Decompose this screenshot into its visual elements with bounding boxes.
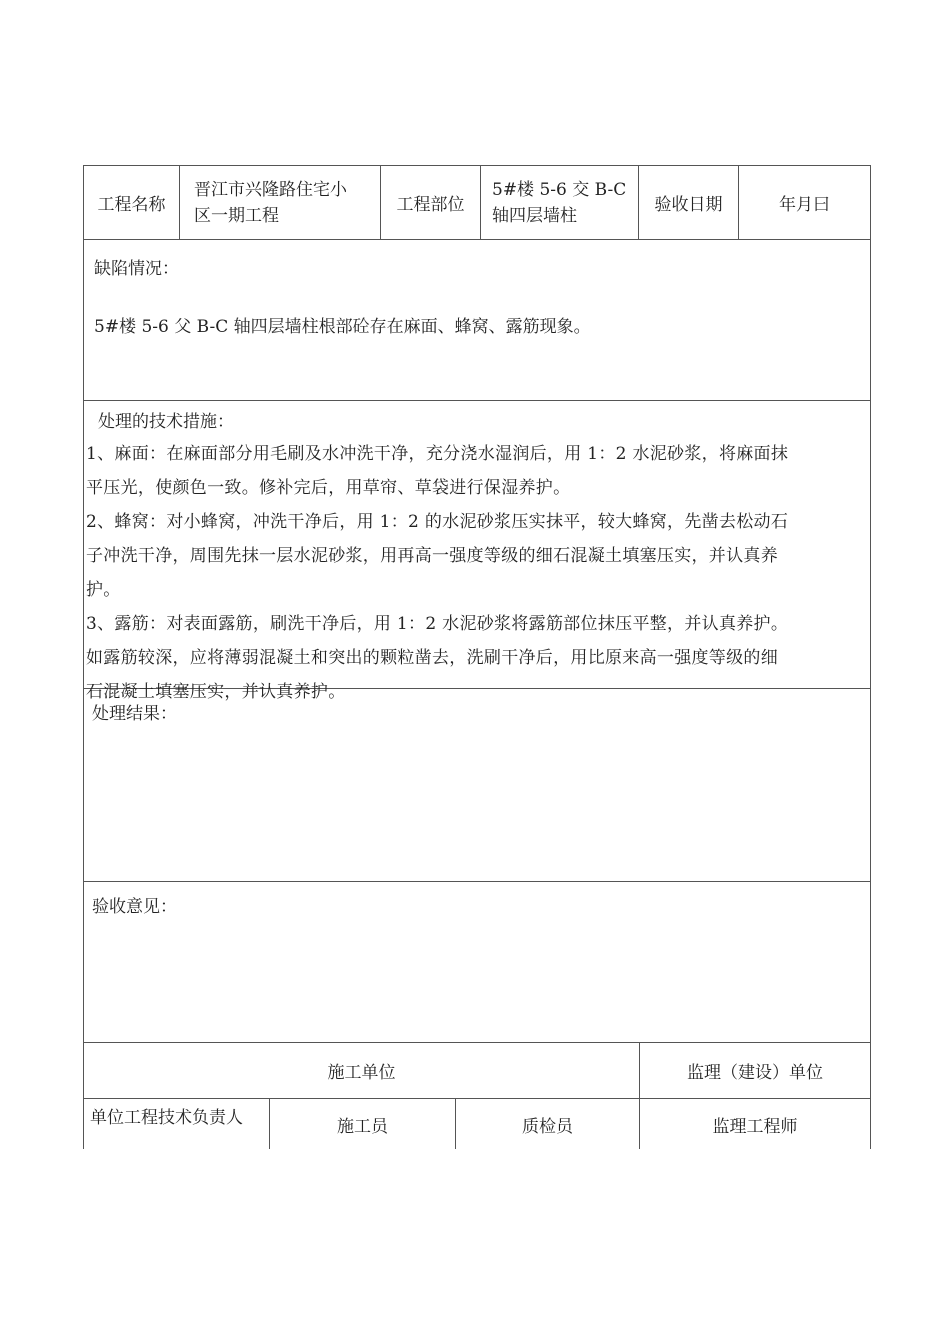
project-name-value-cell [180,166,381,239]
project-name-label-cell [84,166,180,239]
location-line1: 5#楼 5-6 交 B-C [492,179,627,200]
date-label: 验收日期 [654,195,723,215]
project-name-label: 工程名称 [97,195,166,215]
defects-text: 5#楼 5-6 父 B-C 轴四层墙柱根部砼存在麻面、蜂窝、露筋现象。 [94,317,591,337]
location-label: 工程部位 [396,195,465,215]
date-value: 年月曰 [779,195,830,215]
result-section [84,689,870,882]
signature-header-row [84,1043,870,1099]
tech-lead-cell [84,1099,270,1149]
measures-line: 护。 [86,580,121,600]
result-title: 处理结果： [92,704,177,724]
measures-line: 1、麻面：在麻面部分用毛刷及水冲洗干净，充分浇水湿润后，用 1：2 水泥砂浆，将麻面抹 [86,444,789,464]
constructor-cell [270,1099,456,1149]
location-line2: 轴四层墙柱 [492,205,577,226]
quality-inspector-cell [456,1099,640,1149]
measures-paragraph [86,437,862,709]
measures-title: 处理的技术措施： [98,412,234,432]
measures-line: 平压光，使颜色一致。修补完后，用草帘、草袋进行保湿养护。 [86,478,571,498]
supervision-unit-label: 监理（建设）单位 [687,1063,823,1083]
supervising-engineer-label: 监理工程师 [712,1116,798,1137]
location-value-cell [481,166,639,239]
location-label-cell [381,166,481,239]
measures-clip [84,401,870,702]
measures-line: 如露筋较深，应将薄弱混凝土和突出的颗粒凿去，洗刷干净后，用比原来高一强度等级的细 [86,648,778,668]
acceptance-section [84,882,870,1043]
defects-title: 缺陷情况： [94,259,179,279]
acceptance-title: 验收意见： [92,897,177,917]
tech-lead-label: 单位工程技术负责人 [90,1108,243,1128]
constructor-label: 施工员 [337,1116,388,1137]
project-name-line1: 晋江市兴隆路住宅小 [194,179,347,200]
supervision-unit-cell [640,1043,870,1098]
measures-section [84,401,870,702]
measures-line: 2、蜂窝：对小蜂窝，冲洗干净后，用 1：2 的水泥砂浆压实抹平，较大蜂窝，先凿去松动石 [86,512,789,532]
project-name-line2: 区一期工程 [194,205,279,226]
construction-unit-label: 施工单位 [327,1063,396,1083]
measures-line: 3、露筋：对表面露筋，刷洗干净后，用 1：2 水泥砂浆将露筋部位抹压平整，并认真养护。 [86,614,789,634]
quality-inspector-label: 质检员 [522,1116,573,1137]
header-row [84,166,870,240]
signature-roles-row [84,1099,870,1149]
measures-line: 石混凝土填塞压实，并认真养护。 [86,682,346,702]
defects-section [84,240,870,401]
date-label-cell [639,166,739,239]
date-value-cell [739,166,870,239]
construction-unit-cell [84,1043,640,1098]
supervising-engineer-cell [640,1099,870,1149]
measures-line: 子冲洗干净，周围先抹一层水泥砂浆，用再高一强度等级的细石混凝土填塞压实，并认真养 [86,546,778,566]
defect-treatment-form [83,165,871,1149]
